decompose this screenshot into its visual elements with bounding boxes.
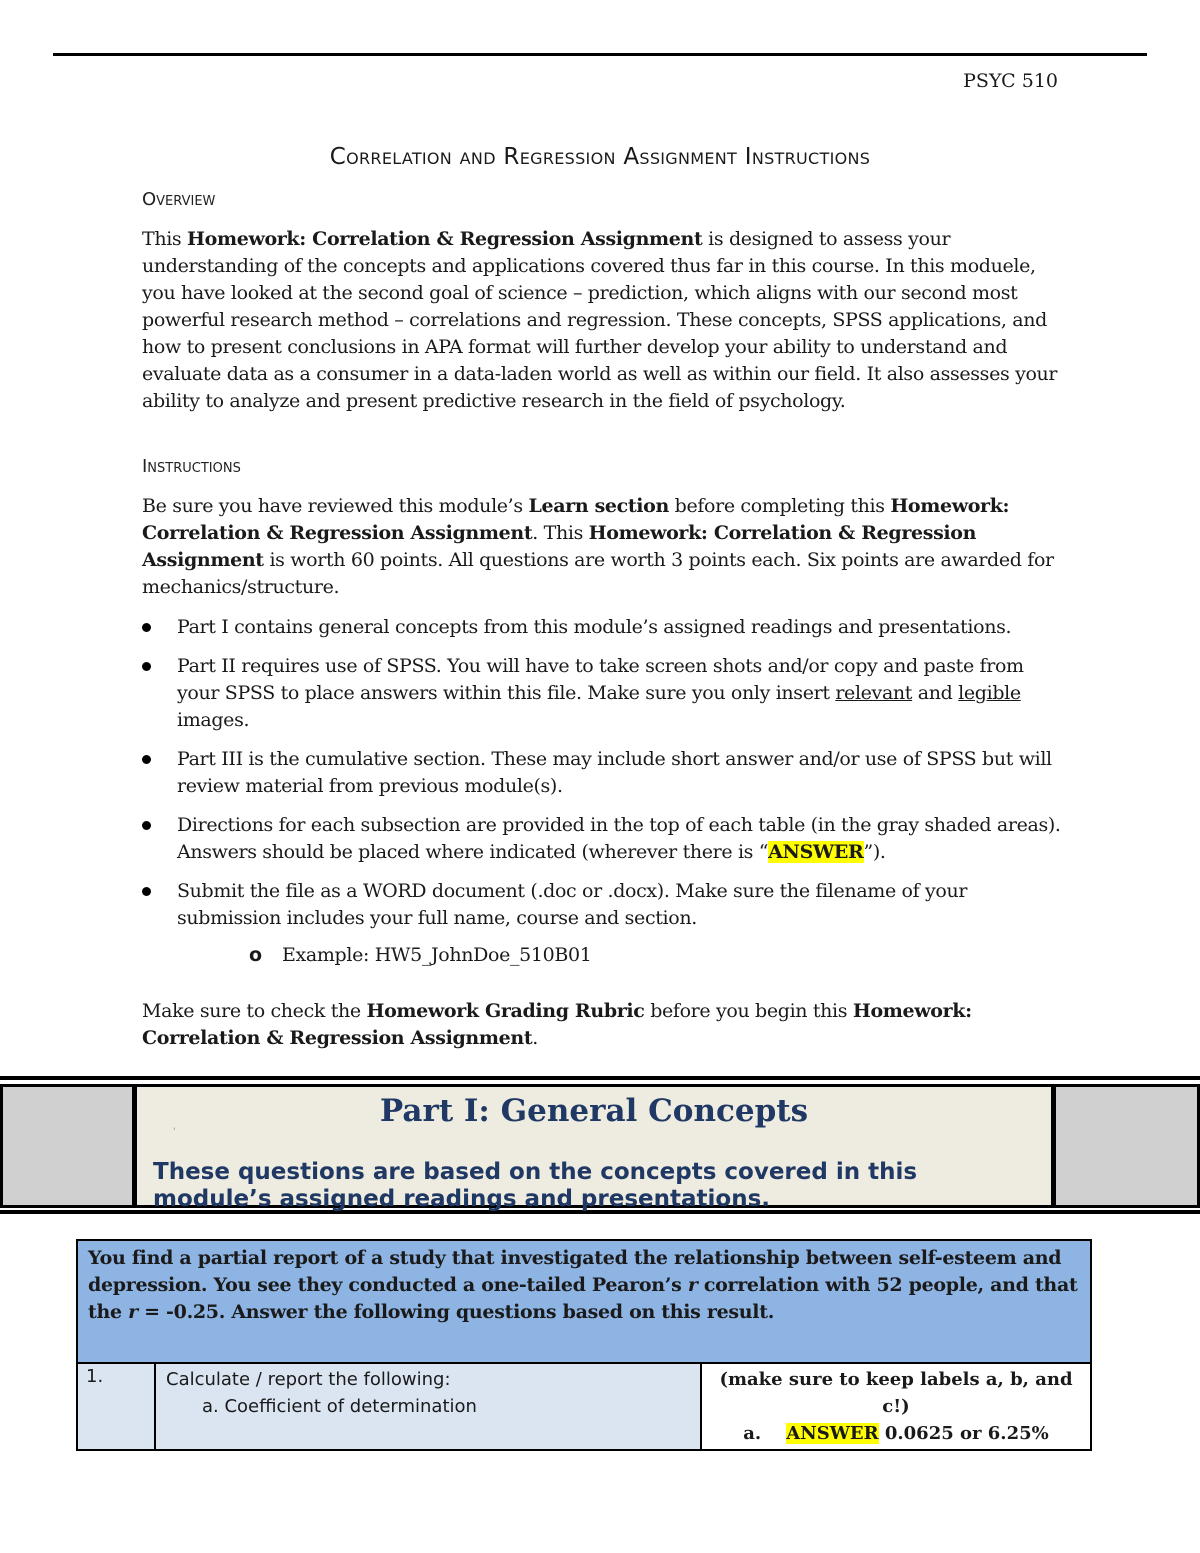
answer-highlight: ANSWER bbox=[768, 841, 864, 863]
sub-list-item: o Example: HW5_JohnDoe_510B01 bbox=[177, 942, 1062, 969]
answer-cell[interactable] bbox=[701, 1363, 1091, 1450]
question-table bbox=[76, 1239, 1092, 1451]
list-item: Part II requires use of SPSS. You will have to take screen shots and/or copy and paste from your SPSS to place answers within this file. Make sure you only insert relevant and legible images. bbox=[142, 653, 1062, 734]
answer-tag: ANSWER bbox=[786, 1423, 879, 1444]
question-prompt: You find a partial report of a study that investigated the relationship between self-esteem and depression. You see they conducted a one-tailed Pearon’s r correlation with 52 people, and that the r = -0.25. Answer the following questions based on this result. bbox=[77, 1240, 1091, 1363]
overview-paragraph: This Homework: Correlation & Regression Assignment is designed to assess your understanding of the concepts and applications covered thus far in this course. In this moduele, you have looked at the second goal of science – prediction, which aligns with our second most powerful research method – correlations and regression. These concepts, SPSS applications, and how to present conclusions in APA format will further develop your ability to understand and evaluate data as a consumer in a data-laden world as well as within our field. It also assesses your ability to analyze and present predictive research in the field of psychology. bbox=[142, 228, 1058, 412]
instructions-list bbox=[142, 614, 1062, 981]
answer-note: (make sure to keep labels a, b, and c!) bbox=[719, 1369, 1073, 1417]
part1-subtitle: These questions are based on the concepts covered in this module’s assigned readings and presentations. bbox=[153, 1159, 918, 1212]
bullet-icon bbox=[142, 821, 151, 830]
question-number: 1. bbox=[77, 1363, 155, 1450]
part1-title: Part I: General Concepts bbox=[379, 1093, 809, 1129]
tick-mark: ' bbox=[173, 1127, 176, 1137]
page-title: Correlation and Regression Assignment Instructions bbox=[329, 144, 871, 170]
bullet-icon bbox=[142, 662, 151, 671]
list-item: Submit the file as a WORD document (.doc or .docx). Make sure the filename of your submission includes your full name, course and section. o Example: HW5_JohnDoe_510B01 bbox=[142, 878, 1062, 969]
question-body: Calculate / report the following: a. Coefficient of determination bbox=[155, 1363, 701, 1450]
bullet-icon bbox=[142, 887, 151, 896]
list-item: Directions for each subsection are provided in the top of each table (in the gray shaded areas). Answers should be placed where indicated (wherever there is “ANSWER”). bbox=[142, 812, 1062, 866]
banner-center bbox=[134, 1084, 1054, 1212]
overview-heading: Overview bbox=[142, 189, 216, 210]
instructions-intro: Be sure you have reviewed this module’s Learn section before completing this Homework: Correlation & Regression Assignment. This Homework: Correlation & Regression Assignment is worth 60 points. All questions are worth 3 points each. Six points are awarded for mechanics/structure. bbox=[142, 495, 1054, 598]
banner-side-left bbox=[0, 1084, 135, 1208]
closing-paragraph: Make sure to check the Homework Grading Rubric before you begin this Homework: Correlation & Regression Assignment. bbox=[142, 1000, 972, 1049]
part1-banner bbox=[0, 1076, 1200, 1214]
instructions-heading: Instructions bbox=[142, 456, 241, 477]
answer-a: a. ANSWER 0.0625 or 6.25% bbox=[743, 1423, 1049, 1444]
list-item: Part III is the cumulative section. These may include short answer and/or use of SPSS but will review material from previous module(s). bbox=[142, 746, 1062, 800]
course-code: PSYC 510 bbox=[963, 70, 1058, 92]
bullet-icon bbox=[142, 623, 151, 632]
header-rule bbox=[53, 53, 1147, 56]
list-item: Part I contains general concepts from this module’s assigned readings and presentations. bbox=[142, 614, 1062, 641]
sub-bullet-icon: o bbox=[249, 944, 262, 966]
question-item-a: a. Coefficient of determination bbox=[202, 1396, 477, 1417]
banner-side-right bbox=[1053, 1084, 1200, 1208]
bullet-icon bbox=[142, 755, 151, 764]
